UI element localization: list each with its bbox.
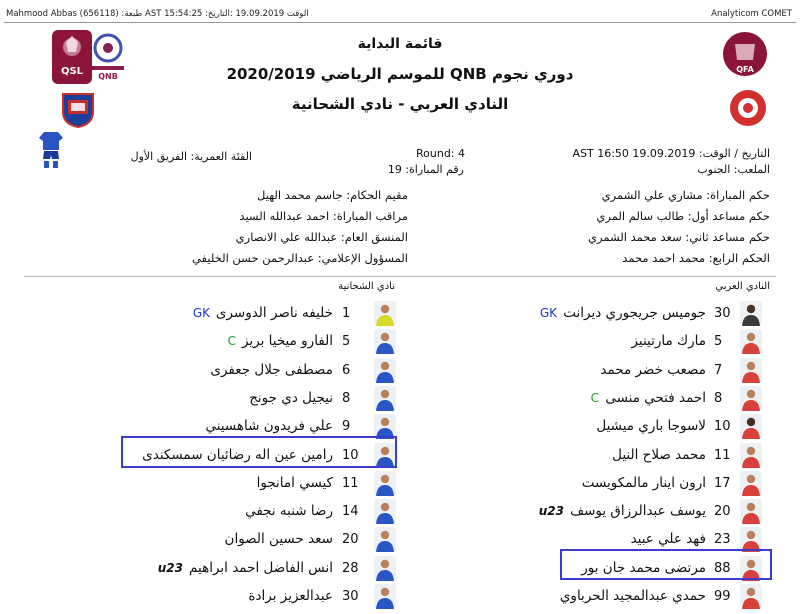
right-player-row — [448, 385, 768, 413]
match-number: رقم المباراة: 19 — [387, 163, 464, 176]
player-number: 20 — [714, 504, 731, 520]
right-player-row — [448, 442, 768, 470]
player-number: 8 — [342, 390, 351, 406]
left-player-row — [130, 555, 450, 583]
official-fourth: الحكم الرابع: محمد احمد محمد — [622, 251, 770, 265]
player-name: عبدالعزيز برادة — [248, 588, 333, 604]
player-photo — [740, 329, 762, 354]
document-title: قائمة البداية — [357, 36, 443, 52]
captain-tag: C — [227, 334, 236, 349]
player-number: 99 — [714, 589, 731, 604]
svg-text:QFA: QFA — [736, 65, 754, 74]
player-name: مصطفى جلال جعفرى — [210, 361, 333, 378]
left-player-row — [130, 498, 450, 526]
player-number: 14 — [342, 504, 359, 520]
right-player-row — [448, 583, 768, 611]
match-stadium: الملعب: الجنوب — [697, 163, 770, 176]
player-photo — [374, 386, 396, 411]
player-name: نيجيل دي جونج — [249, 389, 333, 406]
captain-tag: C — [590, 390, 599, 405]
player-name: محمد صلاح النيل — [612, 446, 706, 463]
player-number: 5 — [342, 334, 351, 350]
official-referee: حكم المباراة: مشاري علي الشمري — [601, 188, 770, 202]
player-photo — [374, 301, 396, 326]
player-name: حمدي عبدالمجيد الحرباوي — [559, 588, 706, 604]
player-name: فهد علي عبيد — [630, 531, 706, 548]
match-title: النادي العربي - نادي الشحانية — [291, 95, 509, 113]
player-photo — [740, 471, 762, 496]
player-name: رضا شنبه نجفي — [245, 503, 333, 520]
player-photo — [374, 556, 396, 581]
highlight-box-right — [560, 549, 772, 580]
right-player-row — [448, 470, 768, 498]
player-number: 11 — [714, 447, 731, 463]
player-name: رامين عين اله رضائيان سمسكندى — [142, 446, 333, 463]
player-photo — [374, 358, 396, 383]
player-number: 17 — [714, 475, 731, 491]
player-photo — [374, 584, 396, 609]
left-player-row — [130, 385, 450, 413]
official-media: المسؤول الإعلامي: عبدالرحمن حسن الخليفي — [191, 251, 408, 265]
top-divider — [4, 22, 796, 23]
vendor-name: Analyticom COMET — [711, 9, 792, 19]
player-photo — [374, 499, 396, 524]
print-info: Mahmood Abbas (656118) :طبعة AST 15:54:25 :الوقت 19.09.2019 :التاريخ — [6, 9, 309, 19]
svg-text:QSL: QSL — [60, 66, 84, 77]
official-commissioner: مراقب المباراة: احمد عبدالله السيد — [239, 209, 408, 223]
goalkeeper-tag: GK — [539, 306, 557, 320]
player-photo — [374, 329, 396, 354]
svg-text:QNB: QNB — [98, 72, 118, 81]
player-name: مارك مارتينيز — [631, 333, 706, 350]
player-name: كيسي امانجوا — [256, 474, 333, 491]
section-divider — [24, 276, 776, 277]
player-name: خليفه ناصر الدوسرى — [215, 305, 333, 321]
left-player-row — [130, 470, 450, 498]
player-number: 7 — [714, 362, 723, 378]
player-name: سعد حسين الصوان — [224, 531, 333, 548]
player-number: 30 — [714, 306, 731, 321]
highlight-box-left — [121, 436, 397, 468]
official-assistant-1: حكم مساعد أول: طالب سالم المري — [596, 209, 770, 223]
right-player-row — [448, 357, 768, 385]
player-name: علي فريدون شاهسيني — [205, 418, 333, 435]
player-name: ارون اينار مالمكويست — [581, 474, 706, 491]
player-number: 10 — [714, 419, 731, 435]
right-player-row — [448, 328, 768, 356]
player-number: 8 — [714, 390, 723, 406]
kit-icon — [38, 130, 64, 170]
player-photo — [740, 443, 762, 468]
official-assistant-2: حكم مساعد ثاني: سعد محمد الشمري — [587, 230, 770, 244]
player-number: 9 — [342, 419, 351, 435]
player-photo — [740, 301, 762, 326]
player-number: 88 — [714, 560, 731, 576]
player-name: احمد فتحي منسى — [605, 389, 706, 406]
player-photo — [374, 471, 396, 496]
player-name: لاسوجا باري ميشيل — [596, 418, 706, 435]
left-player-row — [130, 357, 450, 385]
age-group: الفئة العمرية: الفريق الأول — [130, 150, 252, 163]
player-name: الفارو ميخيا بريز — [241, 333, 333, 350]
official-assessor: مقيم الحكام: جاسم محمد الهيل — [256, 188, 408, 202]
team-name-right: النادي العربي — [715, 281, 770, 292]
goalkeeper-tag: GK — [192, 306, 210, 320]
player-photo — [740, 499, 762, 524]
player-photo — [740, 358, 762, 383]
player-number: 6 — [342, 362, 351, 378]
right-player-row — [448, 300, 768, 328]
player-number: 5 — [714, 334, 723, 350]
player-number: 11 — [342, 475, 359, 491]
left-player-row — [130, 300, 450, 328]
u23-tag: u23 — [157, 560, 183, 575]
team-name-left: نادي الشحانية — [338, 281, 395, 292]
player-name: جوميس جريجوري ديرانت — [563, 305, 706, 321]
league-season: دوري نجوم QNB للموسم الرياضي 2020/2019 — [226, 65, 574, 83]
official-coordinator: المنسق العام: عبدالله علي الانصاري — [235, 230, 408, 244]
player-name: مرتضى محمد جان بور — [581, 559, 706, 576]
u23-tag: u23 — [538, 504, 564, 519]
right-player-row — [448, 413, 768, 441]
left-player-row — [130, 526, 450, 554]
player-number: 10 — [342, 447, 359, 463]
player-photo — [740, 584, 762, 609]
player-number: 20 — [342, 532, 359, 548]
player-number: 23 — [714, 532, 731, 548]
right-player-row — [448, 498, 768, 526]
player-number: 1 — [342, 306, 351, 321]
player-number: 30 — [342, 589, 359, 604]
left-player-row — [130, 328, 450, 356]
match-round: Round: 4 — [416, 147, 466, 160]
player-photo — [740, 386, 762, 411]
player-name: مصعب خضر محمد — [600, 361, 706, 378]
player-photo — [374, 527, 396, 552]
player-photo — [740, 414, 762, 439]
player-name: انس الفاضل احمد ابراهيم — [189, 559, 333, 576]
match-date-time: التاريخ / الوقت: AST 16:50 19.09.2019 — [572, 147, 770, 160]
left-player-row — [130, 583, 450, 611]
player-number: 28 — [342, 560, 359, 576]
player-name: يوسف عبدالرزاق يوسف — [570, 503, 706, 520]
